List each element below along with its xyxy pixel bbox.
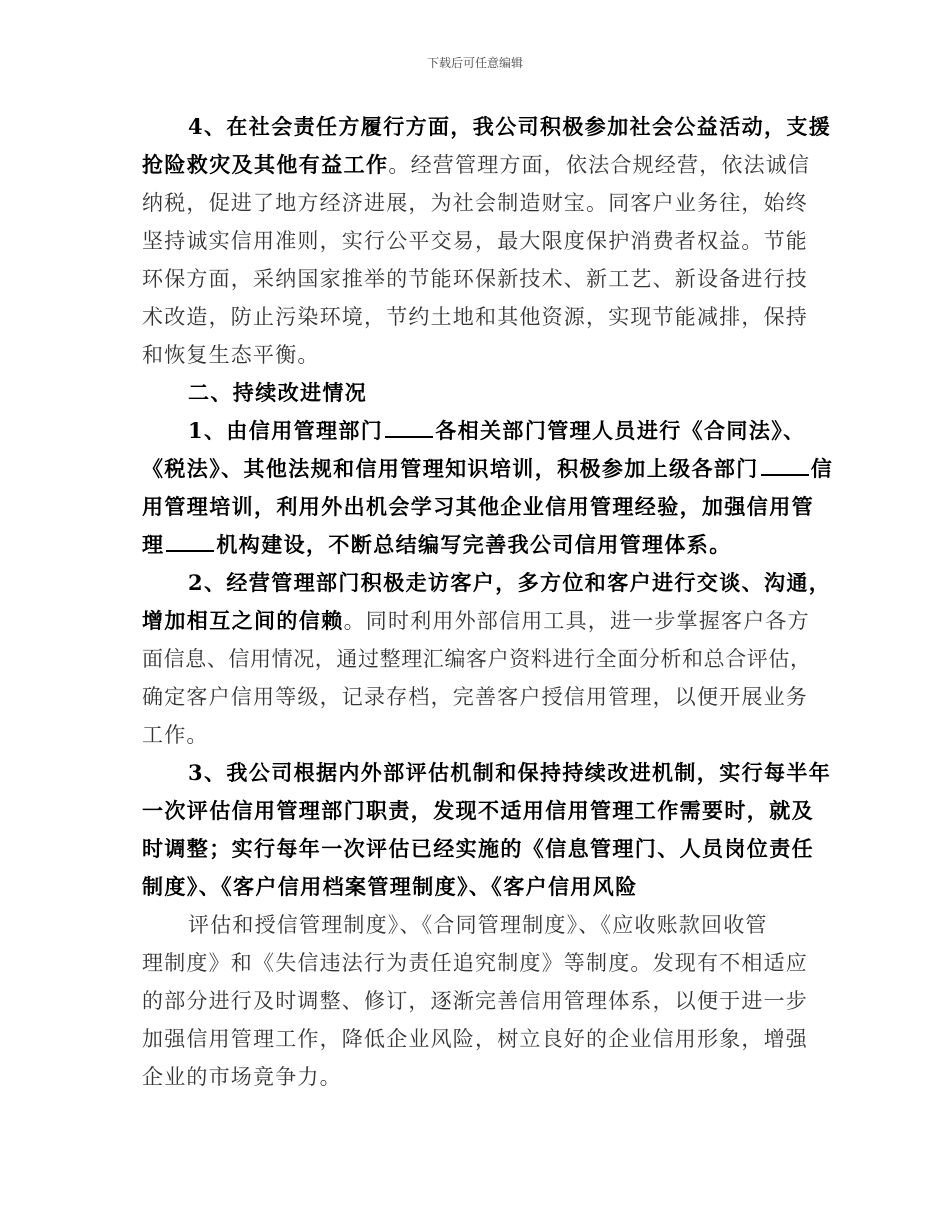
p4-line-2-bold: 抢险救灾及其他有益工作 <box>142 152 389 177</box>
p3-line-3: 时调整；实行每年一次评估已经实施的《信息管理门、人员岗位责任 <box>142 836 814 861</box>
p3-cont-line-4: 加强信用管理工作，降低企业风险，树立良好的企业信用形象，增强 <box>142 1027 808 1051</box>
p3-cont-line-2: 理制度》和《失信违法行为责任追究制度》等制度。发现有不相适应 <box>142 951 808 975</box>
p1-line-1-a: 1、由信用管理部门 <box>188 418 384 443</box>
p3-line-4: 制度》、《客户信用档案管理制度》、《客户信用风险 <box>142 874 638 899</box>
p3-cont-line-1: 评估和授信管理制度》、《合同管理制度》、《应收账款回收管 <box>188 913 768 937</box>
p1-line-3: 用管理培训，利用外出机会学习其他企业信用管理经验，加强信用管 <box>142 494 814 519</box>
p2-line-3: 面信息、信用情况，通过整理汇编客户资料进行全面分析和总合评估， <box>142 647 812 671</box>
blank-underline <box>166 528 214 552</box>
p1-line-2-b: 信 <box>810 456 834 481</box>
p1-line-4-a: 理 <box>142 532 165 557</box>
p2-line-5: 工作。 <box>142 723 209 747</box>
p2-line-2-bold: 增加相互之间的信赖 <box>142 608 344 633</box>
p1-line-1-b: 各相关部门管理人员进行《合同法》、 <box>435 418 806 443</box>
blank-underline <box>761 452 809 476</box>
p1-line-1 <box>142 412 814 450</box>
p4-line-3: 纳税，促进了地方经济进展，为社会制造财宝。同客户业务往，始终 <box>142 191 808 215</box>
p4-line-6: 术改造，防止污染环境，节约土地和其他资源，实现节能减排，保持 <box>142 305 808 329</box>
p3-cont-line-3: 的部分进行及时调整、修订，逐渐完善信用管理体系，以便于进一步 <box>142 989 808 1013</box>
p4-line-5: 环保方面，采纳国家推举的节能环保新技术、新工艺、新设备进行技 <box>142 267 808 291</box>
blank-underline <box>385 414 433 438</box>
page-header: 下载后可任意编辑 <box>426 56 523 70</box>
p1-line-2-a: 《税法》、其他法规和信用管理知识培训，积极参加上级各部门 <box>142 456 759 481</box>
p2-line-4: 确定客户信用等级，记录存档，完善客户授信用管理，以便开展业务 <box>142 685 808 709</box>
p4-line-2-normal: 。经营管理方面，依法合规经营，依法诚信 <box>388 153 811 177</box>
p4-line-1: 4、在社会责任方履行方面，我公司积极参加社会公益活动，支援 <box>188 114 832 139</box>
p2-line-2-normal: 。同时利用外部信用工具，进一步掌握客户各方 <box>343 609 810 633</box>
document-body <box>142 108 834 1096</box>
p1-line-4 <box>142 526 814 564</box>
p4-line-4: 坚持诚实信用准则，实行公平交易，最大限度保护消费者权益。节能 <box>142 229 808 253</box>
section-heading: 二、持续改进情况 <box>188 380 368 405</box>
p1-line-4-b: 机构建设，不断总结编写完善我公司信用管理体系。 <box>216 532 732 557</box>
p4-line-7: 和恢复生态平衡。 <box>142 343 320 367</box>
p2-line-1: 2、经营管理部门积极走访客户，多方位和客户进行交谈、沟通， <box>188 570 832 595</box>
p4-line-2 <box>142 146 814 184</box>
p2-line-2 <box>142 602 814 640</box>
p3-cont-line-5: 企业的市场竟争力。 <box>142 1065 342 1089</box>
p3-line-2: 一次评估信用管理部门职责，发现不适用信用管理工作需要时，就及 <box>142 798 814 823</box>
p3-line-1: 3、我公司根据内外部评估机制和保持持续改进机制，实行每半年 <box>188 760 832 785</box>
p1-line-2 <box>142 450 834 488</box>
